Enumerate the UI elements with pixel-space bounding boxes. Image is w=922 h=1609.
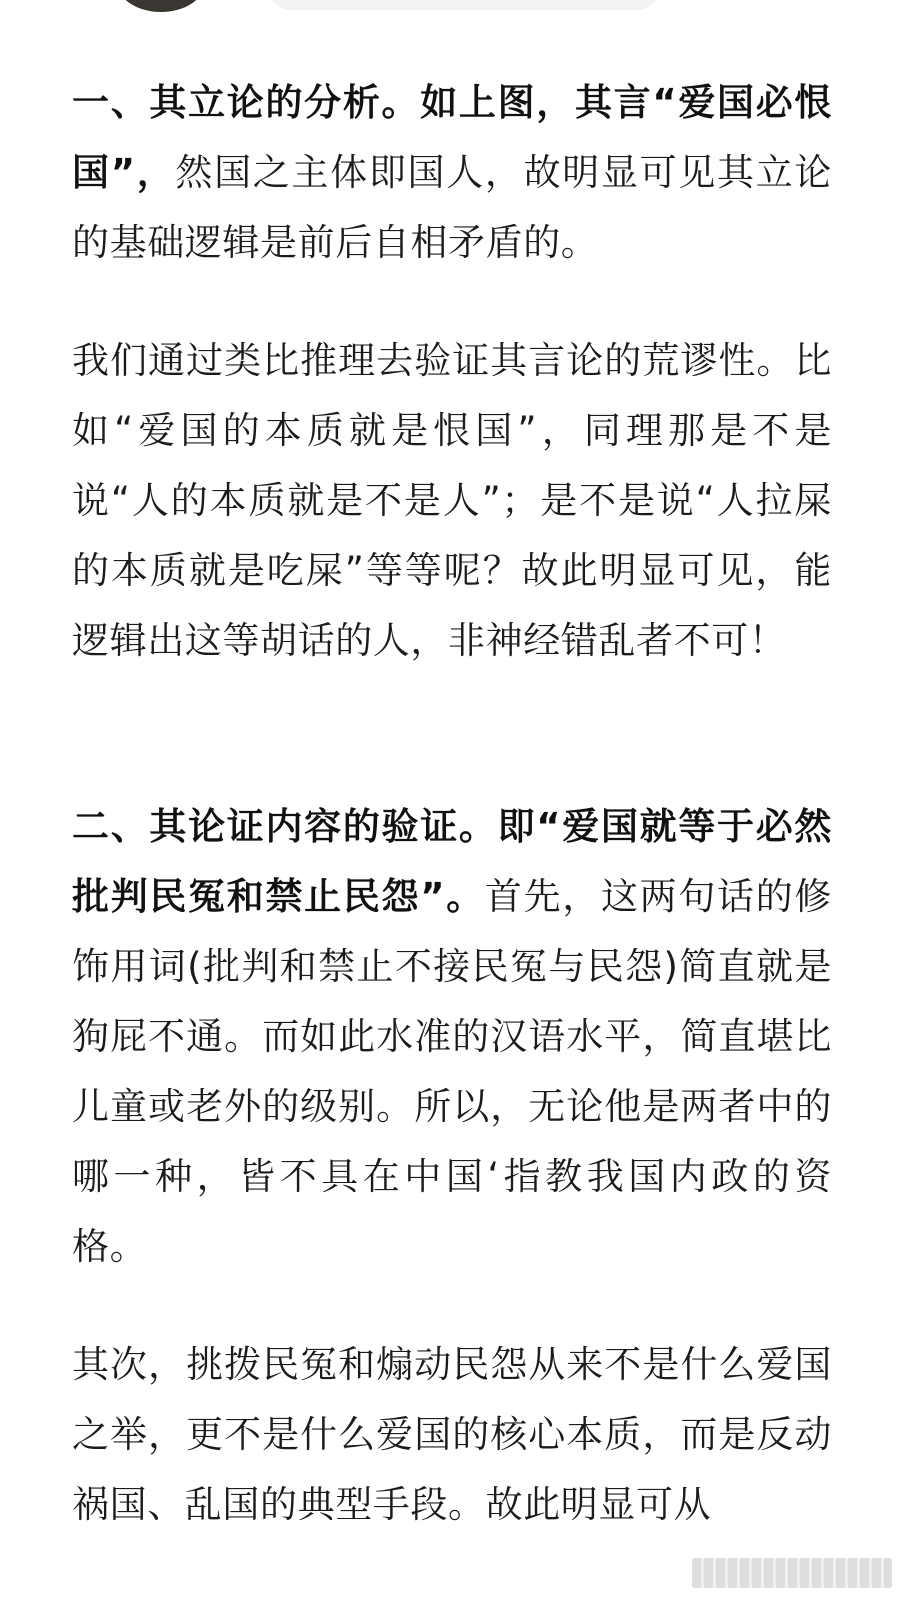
paragraph-gap: [72, 1282, 832, 1330]
article-body: [72, 68, 832, 1540]
conclusion-paragraph: 其次，挑拨民冤和煽动民怨从来不是什么爱国之举，更不是什么爱国的核心本质，而是反动祸国、乱国的典型手段。故此明显可从: [72, 1343, 832, 1526]
section-one-paragraph: [72, 68, 832, 278]
analogy-paragraph: 我们通过类比推理去验证其言论的荒谬性。比如“爱国的本质就是恨国”，同理那是不是说“人的本质就是不是人”；是不是说“人拉屎的本质就是吃屎”等等呢？故此明显可见，能逻辑出这等胡话的人，非神经错乱者不可！: [72, 339, 832, 662]
paragraph-gap: [72, 278, 832, 326]
section-two-heading: 二、其论证内容的验证。即“爱国就等于必然批判民冤和禁止民怨”。: [72, 805, 832, 918]
avatar[interactable]: [118, 0, 204, 12]
section-one-heading: 一、其立论的分析。如上图，其言“爱国必恨国”，: [72, 81, 832, 194]
section-two-text: 首先，这两句话的修饰用词(批判和禁止不接民冤与民怨)简直就是狗屁不通。而如此水准的汉语水平，简直堪比儿童或老外的级别。所以，无论他是两者中的哪一种，皆不具在中国‘指教我国内政的资格。: [72, 875, 832, 1268]
section-one-text: 然国之主体即国人，故明显可见其立论的基础逻辑是前后自相矛盾的。: [72, 151, 832, 264]
section-gap: [72, 676, 832, 792]
top-header-strip: [0, 0, 922, 14]
section-two-paragraph: [72, 792, 832, 1282]
search-input[interactable]: [268, 0, 660, 10]
watermark-logo: [692, 1558, 892, 1588]
